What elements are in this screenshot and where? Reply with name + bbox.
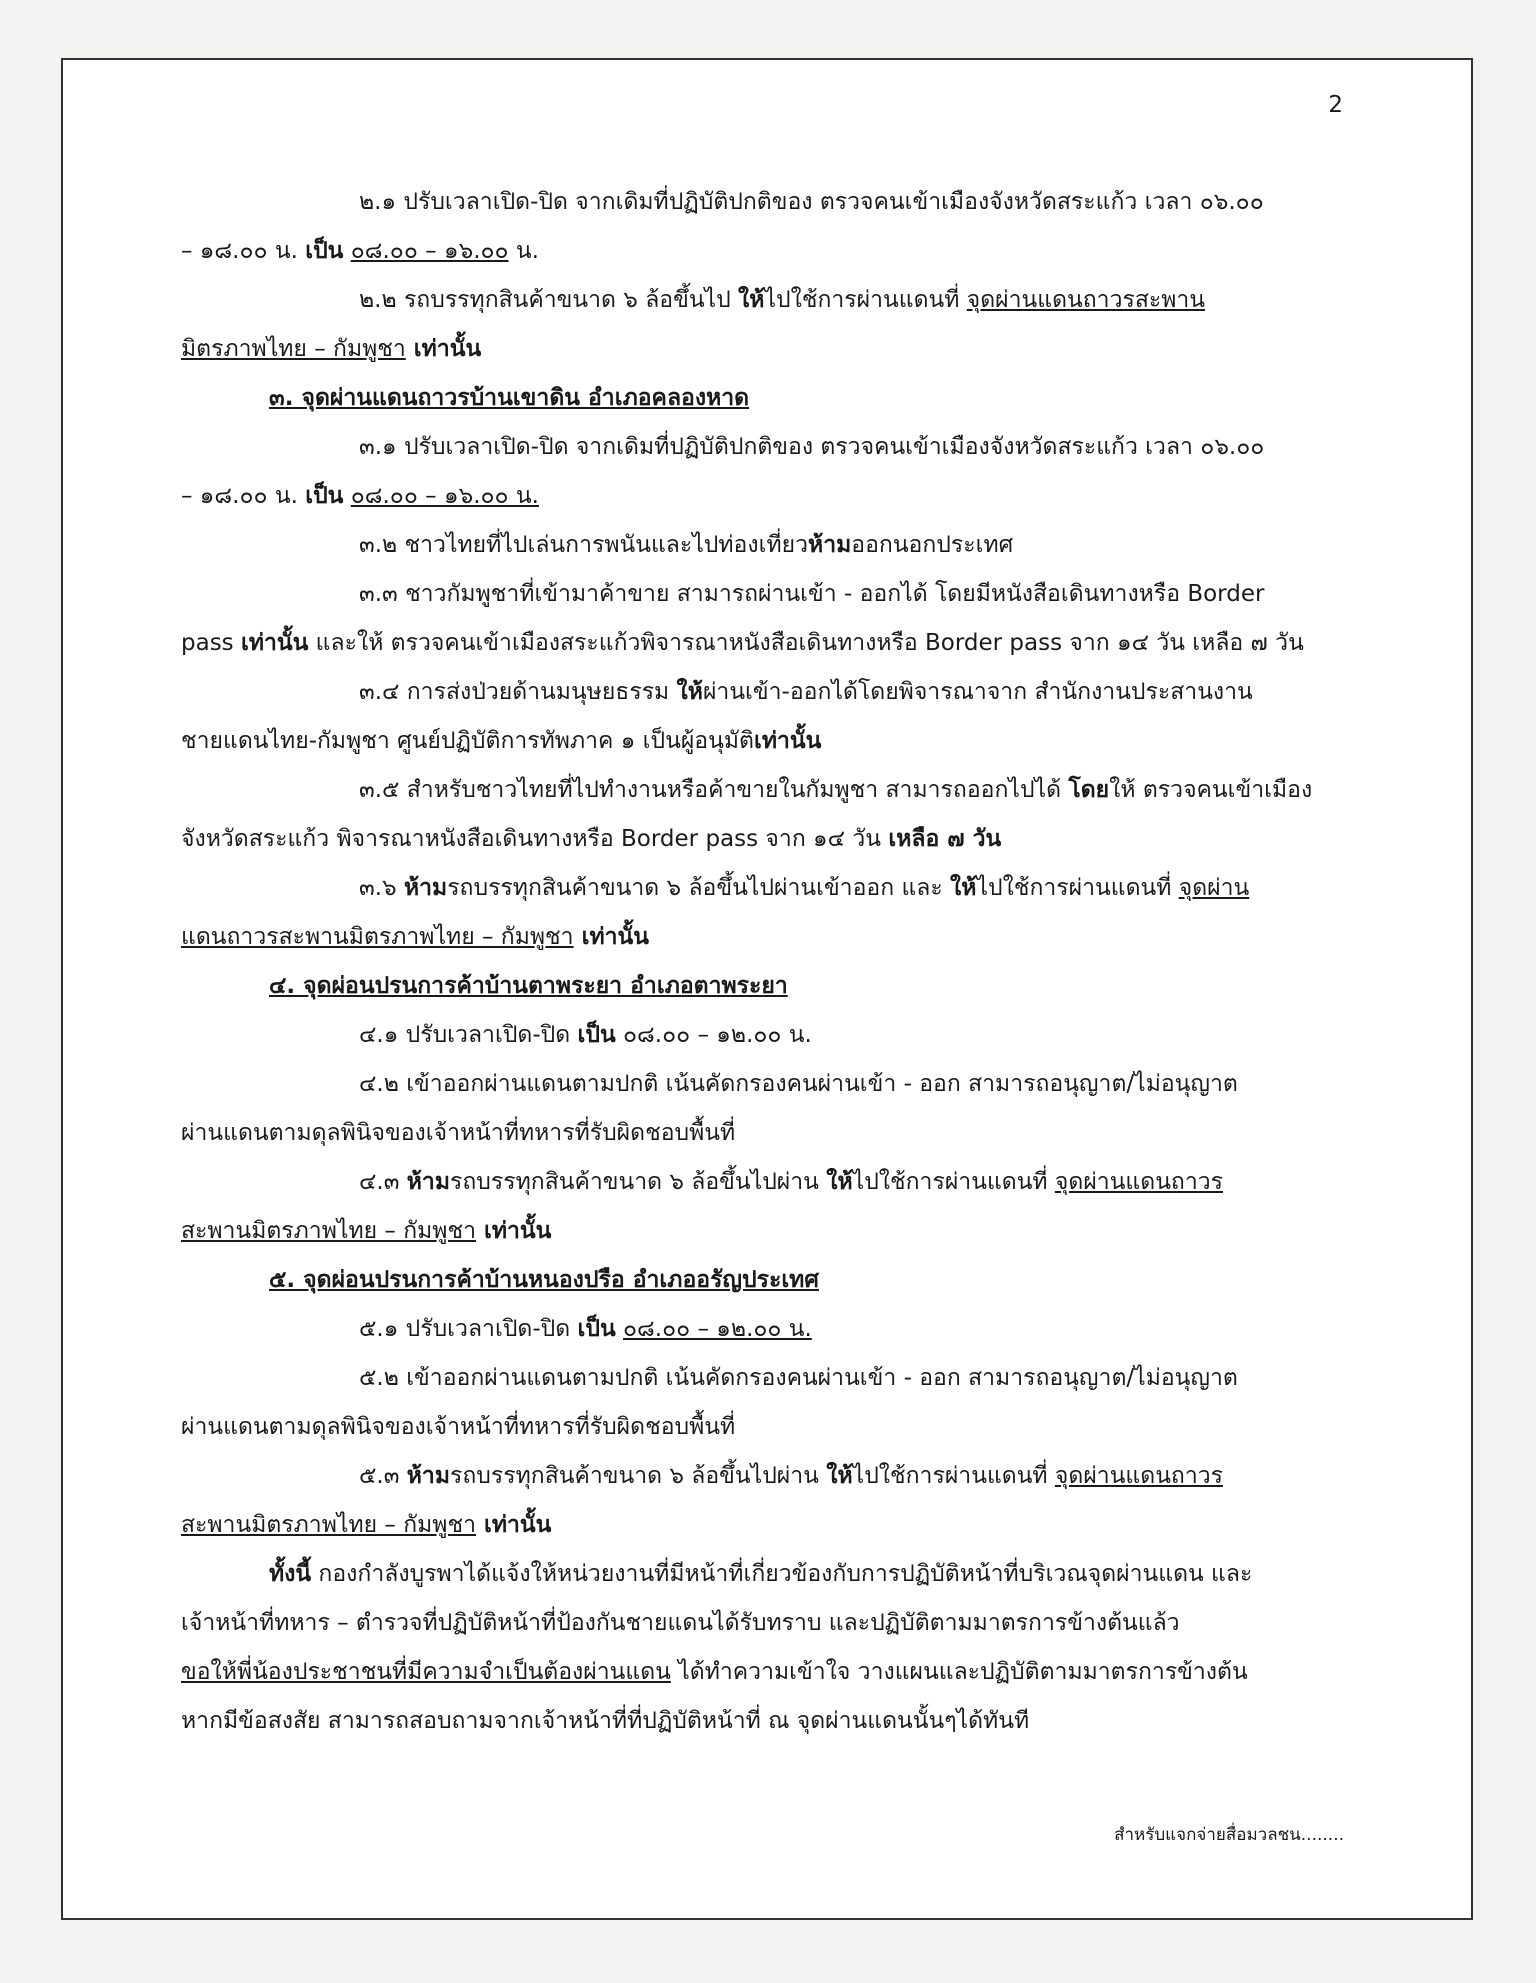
paragraph-4-2-line-2: ผ่านแดนตามดุลพินิจของเจ้าหน้าที่ทหารที่รับผิดชอบพื้นที่ <box>181 1120 736 1146</box>
paragraph-3-2: ๓.๒ ชาวไทยที่ไปเล่นการพนันและไปท่องเที่ยวห้ามออกนอกประเทศ <box>359 532 1014 558</box>
document-body <box>181 178 1345 1746</box>
paragraph-3-5-line-1: ๓.๕ สำหรับชาวไทยที่ไปทำงานหรือค้าขายในกัมพูชา สามารถออกไปได้ โดยให้ ตรวจคนเข้าเมือง <box>359 777 1313 803</box>
paragraph-3-5-line-2: จังหวัดสระแก้ว พิจารณาหนังสือเดินทางหรือ Border pass จาก ๑๔ วัน เหลือ ๗ วัน <box>181 826 1002 852</box>
paragraph-2-1-line-1: ๒.๑ ปรับเวลาเปิด-ปิด จากเดิมที่ปฏิบัติปกติของ ตรวจคนเข้าเมืองจังหวัดสระแก้ว เวลา ๐๖.๐๐ <box>359 189 1264 215</box>
paragraph-4-1: ๔.๑ ปรับเวลาเปิด-ปิด เป็น ๐๘.๐๐ – ๑๒.๐๐ น. <box>359 1022 812 1048</box>
paragraph-4-3-line-1: ๔.๓ ห้ามรถบรรทุกสินค้าขนาด ๖ ล้อขึ้นไปผ่าน ให้ไปใช้การผ่านแดนที่ จุดผ่านแดนถาวร <box>359 1169 1224 1195</box>
paragraph-5-3-line-2: สะพานมิตรภาพไทย – กัมพูชา เท่านั้น <box>181 1512 552 1538</box>
section-3-heading: ๓. จุดผ่านแดนถาวรบ้านเขาดิน อำเภอคลองหาด <box>269 385 750 411</box>
paragraph-4-2-line-1: ๔.๒ เข้าออกผ่านแดนตามปกติ เน้นคัดกรองคนผ่านเข้า - ออก สามารถอนุญาต/ไม่อนุญาต <box>359 1071 1238 1097</box>
closing-line-4: หากมีข้อสงสัย สามารถสอบถามจากเจ้าหน้าที่ที่ปฏิบัติหน้าที่ ณ จุดผ่านแดนนั้นๆได้ทันที <box>181 1708 1030 1734</box>
distribution-note: สำหรับแจกจ่ายสื่อมวลชน........ <box>1114 1825 1344 1845</box>
closing-line-1: ทั้งนี้ กองกำลังบูรพาได้แจ้งให้หน่วยงานที่มีหน้าที่เกี่ยวข้องกับการปฏิบัติหน้าที่บริเวณจุดผ่านแดน และ <box>269 1561 1253 1587</box>
document-page <box>61 58 1473 1920</box>
paragraph-5-2-line-1: ๕.๒ เข้าออกผ่านแดนตามปกติ เน้นคัดกรองคนผ่านเข้า - ออก สามารถอนุญาต/ไม่อนุญาต <box>359 1365 1238 1391</box>
closing-line-3: ขอให้พี่น้องประชาชนที่มีความจำเป็นต้องผ่านแดน ได้ทำความเข้าใจ วางแผนและปฏิบัติตามมาตรการข้างต้น <box>181 1659 1248 1685</box>
section-5-heading: ๕. จุดผ่อนปรนการค้าบ้านหนองปรือ อำเภออรัญประเทศ <box>269 1267 819 1293</box>
paragraph-3-3-line-1: ๓.๓ ชาวกัมพูชาที่เข้ามาค้าขาย สามารถผ่านเข้า - ออกได้ โดยมีหนังสือเดินทางหรือ Border <box>359 581 1265 607</box>
paragraph-4-3-line-2: สะพานมิตรภาพไทย – กัมพูชา เท่านั้น <box>181 1218 552 1244</box>
paragraph-3-4-line-2: ชายแดนไทย-กัมพูชา ศูนย์ปฏิบัติการทัพภาค ๑ เป็นผู้อนุมัติเท่านั้น <box>181 728 822 754</box>
paragraph-2-2-line-1: ๒.๒ รถบรรทุกสินค้าขนาด ๖ ล้อขึ้นไป ให้ไปใช้การผ่านแดนที่ จุดผ่านแดนถาวรสะพาน <box>359 287 1206 313</box>
paragraph-2-2-line-2: มิตรภาพไทย – กัมพูชา เท่านั้น <box>181 336 482 362</box>
paragraph-3-1-line-2: – ๑๘.๐๐ น. เป็น ๐๘.๐๐ – ๑๖.๐๐ น. <box>181 483 539 509</box>
paragraph-3-6-line-1: ๓.๖ ห้ามรถบรรทุกสินค้าขนาด ๖ ล้อขึ้นไปผ่านเข้าออก และ ให้ไปใช้การผ่านแดนที่ จุดผ่าน <box>359 875 1250 901</box>
paragraph-3-1-line-1: ๓.๑ ปรับเวลาเปิด-ปิด จากเดิมที่ปฏิบัติปกติของ ตรวจคนเข้าเมืองจังหวัดสระแก้ว เวลา ๐๖.๐๐ <box>359 434 1265 460</box>
closing-line-2: เจ้าหน้าที่ทหาร – ตำรวจที่ปฏิบัติหน้าที่ป้องกันชายแดนได้รับทราบ และปฏิบัติตามมาตรการข้างต้นแล้ว <box>181 1610 1180 1636</box>
paragraph-5-2-line-2: ผ่านแดนตามดุลพินิจของเจ้าหน้าที่ทหารที่รับผิดชอบพื้นที่ <box>181 1414 736 1440</box>
paragraph-3-4-line-1: ๓.๔ การส่งป่วยด้านมนุษยธรรม ให้ผ่านเข้า-ออกได้โดยพิจารณาจาก สำนักงานประสานงาน <box>359 679 1253 705</box>
paragraph-5-1: ๕.๑ ปรับเวลาเปิด-ปิด เป็น ๐๘.๐๐ – ๑๒.๐๐ น. <box>359 1316 812 1342</box>
paragraph-2-1-line-2: – ๑๘.๐๐ น. เป็น ๐๘.๐๐ – ๑๖.๐๐ น. <box>181 238 539 264</box>
paragraph-3-3-line-2: pass เท่านั้น และให้ ตรวจคนเข้าเมืองสระแก้วพิจารณาหนังสือเดินทางหรือ Border pass จาก ๑๔ วัน เหลือ ๗ วัน <box>181 630 1304 656</box>
section-4-heading: ๔. จุดผ่อนปรนการค้าบ้านตาพระยา อำเภอตาพระยา <box>269 973 788 999</box>
page-number: 2 <box>1328 92 1343 118</box>
paragraph-3-6-line-2: แดนถาวรสะพานมิตรภาพไทย – กัมพูชา เท่านั้น <box>181 924 649 950</box>
paragraph-5-3-line-1: ๕.๓ ห้ามรถบรรทุกสินค้าขนาด ๖ ล้อขึ้นไปผ่าน ให้ไปใช้การผ่านแดนที่ จุดผ่านแดนถาวร <box>359 1463 1224 1489</box>
